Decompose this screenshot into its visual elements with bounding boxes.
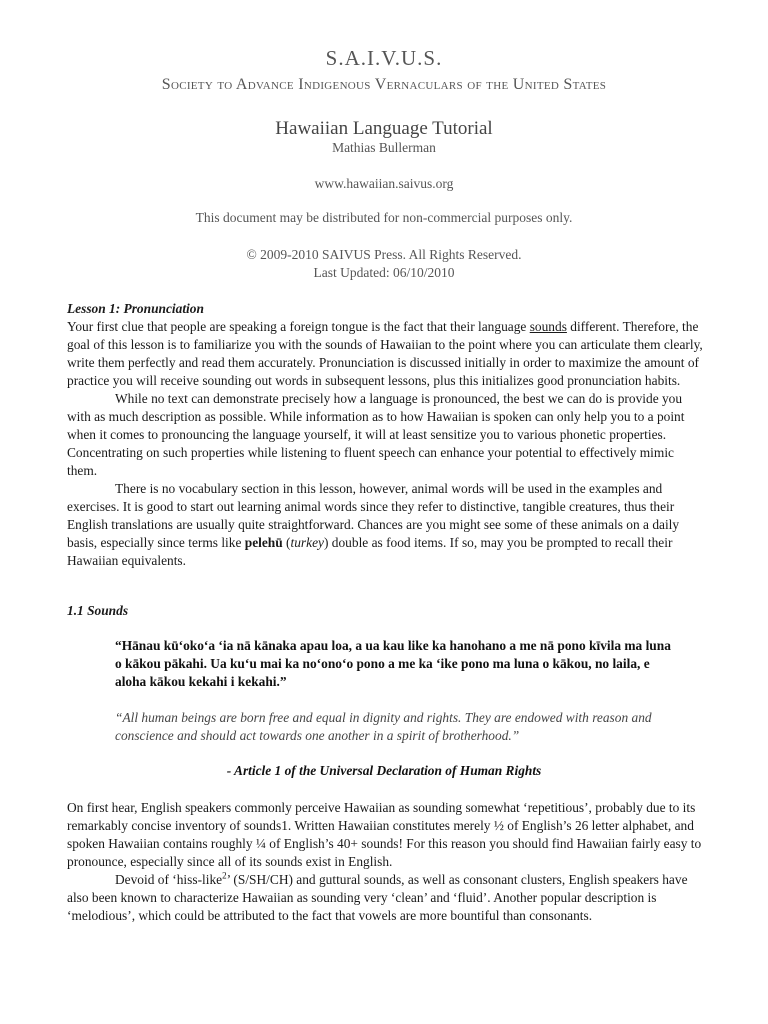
quote-attribution: - Article 1 of the Universal Declaration of Human Rights — [226, 763, 542, 778]
paragraph-characterization — [67, 871, 707, 925]
lesson-section — [67, 300, 707, 570]
author-name: Mathias Bullerman — [332, 140, 436, 155]
hawaiian-quote: “Hānau kū‘oko‘a ‘ia nā kānaka apau loa, a ua kau like ka hanohano a me nā pono kīvila ma luna o kākou pākahi. Ua ku‘u mai ka no‘ono‘o pono a me ka ‘ike pono ma luna o kākou, no laila, e aloha kākou kekahi i kekahi.” — [115, 638, 671, 689]
paragraph-intro-text-a: Your first clue that people are speaking a foreign tongue is the fact that their language — [67, 319, 530, 334]
paragraph-intro-text-b: different. Therefore, the goal of this lesson is to familiarize you with the sounds of Hawaiian to the point where you can articulate them clearly, write them perfectly and read them accurately. Pronunciation is discussed initially in order to maximize the amount of practice you will receive sounding out words in subsequent lessons, plus this initializes good pronunciation habits. — [67, 319, 703, 388]
underlined-word: sounds — [529, 319, 567, 334]
paragraph-vocabulary — [67, 480, 707, 570]
copyright-line: © 2009-2010 SAIVUS Press. All Rights Reserved. — [246, 247, 522, 262]
org-abbreviation: S.A.I.V.U.S. — [325, 46, 443, 70]
english-term: turkey — [290, 535, 324, 550]
paragraph-characterization-text-a: Devoid of ‘hiss-like — [115, 872, 223, 887]
footnote-marker: 2 — [222, 870, 227, 881]
section-heading: 1.1 Sounds — [67, 603, 129, 618]
lesson-heading: Lesson 1: Pronunciation — [67, 301, 204, 316]
document-title: Hawaiian Language Tutorial — [275, 118, 493, 139]
paragraph-description: While no text can demonstrate precisely how a language is pronounced, the best we can do is provide you with as much description as possible. While information as to how Hawaiian is spoken can only help you to a point when it comes to pronouncing the language yourself, it will at least sensitize you to various phonetic properties. Concentrating on such properties while listening to fluent speech can enhance your potential to effectively mimic them. — [67, 391, 685, 478]
copyright-block — [0, 246, 768, 282]
hawaiian-term: pelehū — [244, 535, 283, 550]
website-url: www.hawaiian.saivus.org — [314, 176, 454, 191]
org-full-name: Society to Advance Indigenous Vernaculars of the United States — [161, 76, 607, 93]
paragraph-perception: On first hear, English speakers commonly perceive Hawaiian as sounding somewhat ‘repetitious’, probably due to its remarkably concise inventory of sounds1. Written Hawaiian constitutes merely ½ of English’s 26 letter alphabet, and spoken Hawaiian contains roughly ¼ of English’s 40+ sounds! For this reason you should find Hawaiian fairly easy to pronounce, especially since all of its sounds exist in English. — [67, 800, 702, 869]
paren-open: ( — [282, 535, 291, 550]
section-heading-wrap — [67, 602, 707, 620]
distribution-notice: This document may be distributed for non-commercial purposes only. — [195, 210, 573, 225]
paragraph-vocabulary-text-b: ) double as food items. If so, may you be prompted to recall their Hawaiian equivalents. — [67, 535, 673, 568]
last-updated: Last Updated: 06/10/2010 — [313, 265, 455, 280]
paragraph-vocabulary-text-a: There is no vocabulary section in this lesson, however, animal words will be used in the examples and exercises. It is good to start out learning animal words since they refer to distinctive, tangible creatures, thus their English translations are usually quite straightforward. Chances are you might see some of these animals on a daily basis, especially since terms like — [67, 481, 680, 550]
sounds-section-body — [67, 799, 707, 925]
paragraph-intro — [67, 318, 707, 390]
english-quote: “All human beings are born free and equal in dignity and rights. They are endowed with reason and conscience and should act towards one another in a spirit of brotherhood.” — [115, 710, 652, 743]
paragraph-characterization-text-b: ’ (S/SH/CH) and guttural sounds, as well as consonant clusters, English speakers have also been known to characterize Hawaiian as sounding very ‘clean’ and ‘fluid’. Another popular description is ‘melodious’, which could be attributed to the fact that vowels are more bountiful than consonants. — [67, 872, 688, 923]
